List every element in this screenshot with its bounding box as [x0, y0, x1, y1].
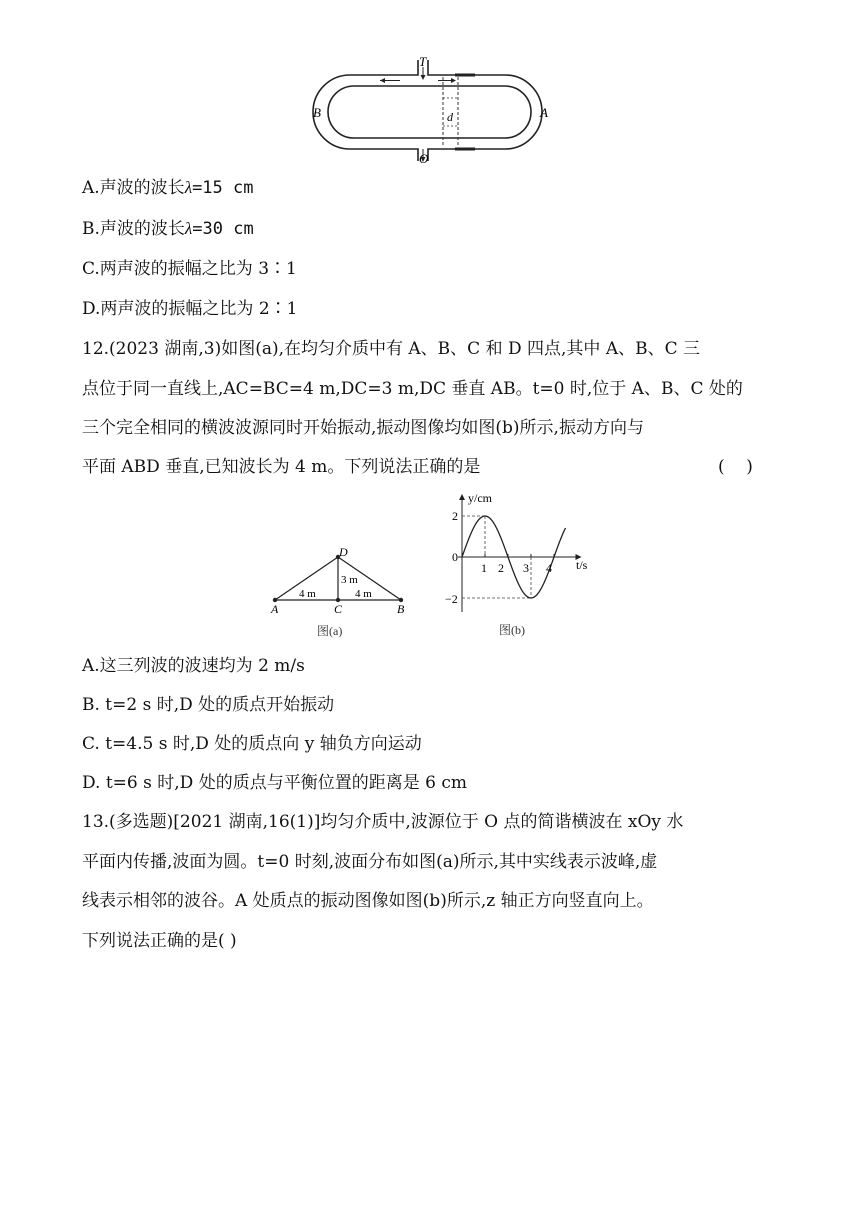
label-B: B	[313, 105, 321, 120]
q11-option-a: A.声波的波长λ=15 cm	[82, 178, 254, 198]
q11-option-d: D.两声波的振幅之比为 2∶1	[82, 299, 298, 319]
fig-b-caption: 图(b)	[499, 623, 525, 637]
q12-stem-line4: 平面 ABD 垂直,已知波长为 4 m。下列说法正确的是	[82, 457, 481, 477]
q13-line1: 13.(多选题)[2021 湖南,16(1)]均匀介质中,波源位于 O 点的简谐横波在 xOy 水	[82, 812, 684, 832]
figure-a	[255, 545, 425, 645]
tube-outer-wall	[313, 60, 542, 161]
chart-xlabel: t/s	[576, 558, 588, 572]
tube-inner-wall	[328, 86, 531, 138]
fig-a-caption: 图(a)	[317, 624, 343, 638]
label-A: A	[540, 105, 548, 120]
q12-option-d: D. t=6 s 时,D 处的质点与平衡位置的距离是 6 cm	[82, 773, 467, 793]
q11-option-c: C.两声波的振幅之比为 3∶1	[82, 259, 297, 279]
fig-a-len-ac: 4 m	[299, 588, 316, 600]
q13-line3: 线表示相邻的波谷。A 处质点的振动图像如图(b)所示,z 轴正方向竖直向上。	[82, 891, 654, 911]
label-O: O	[419, 151, 429, 166]
figure-b-chart	[440, 488, 600, 643]
chart-xtick-1: 1	[481, 561, 487, 575]
fig-a-len-cb: 4 m	[355, 588, 372, 600]
q12-option-b: B. t=2 s 时,D 处的质点开始振动	[82, 695, 335, 715]
q13-line2: 平面内传播,波面为圆。t=0 时刻,波面分布如图(a)所示,其中实线表示波峰,虚	[82, 852, 658, 872]
fig-a-label-D: D	[339, 545, 348, 559]
fig-a-len-dc: 3 m	[341, 574, 358, 586]
chart-xtick-4: 4	[546, 561, 552, 575]
fig-a-label-A: A	[271, 602, 279, 616]
chart-ytick-pos: 2	[452, 509, 458, 523]
chart-xtick-2: 2	[498, 561, 504, 575]
chart-origin: 0	[452, 550, 458, 564]
q11-option-b: B.声波的波长λ=30 cm	[82, 219, 254, 239]
q12-stem-line2: 点位于同一直线上,AC=BC=4 m,DC=3 m,DC 垂直 AB。t=0 时,位于 A、B、C 处的	[82, 379, 743, 399]
chart-xtick-3: 3	[523, 561, 529, 575]
fig-a-label-C: C	[334, 602, 343, 616]
chart-ylabel: y/cm	[468, 491, 492, 505]
label-T: T	[419, 55, 427, 69]
label-d: d	[447, 110, 453, 124]
fig-a-label-B: B	[397, 602, 405, 616]
tube-figure	[300, 55, 560, 170]
q13-line4: 下列说法正确的是( )	[82, 931, 237, 951]
y-axis-arrow	[459, 494, 465, 500]
q12-option-c: C. t=4.5 s 时,D 处的质点向 y 轴负方向运动	[82, 734, 422, 754]
q12-stem-line3: 三个完全相同的横波波源同时开始振动,振动图像均如图(b)所示,振动方向与	[82, 418, 644, 438]
chart-ytick-neg: −2	[445, 592, 458, 606]
q12-answer-bracket: ( )	[718, 457, 753, 477]
q12-option-a: A.这三列波的波速均为 2 m/s	[82, 656, 305, 676]
q12-stem-line1: 12.(2023 湖南,3)如图(a),在均匀介质中有 A、B、C 和 D 四点,其中 A、B、C 三	[82, 339, 701, 359]
